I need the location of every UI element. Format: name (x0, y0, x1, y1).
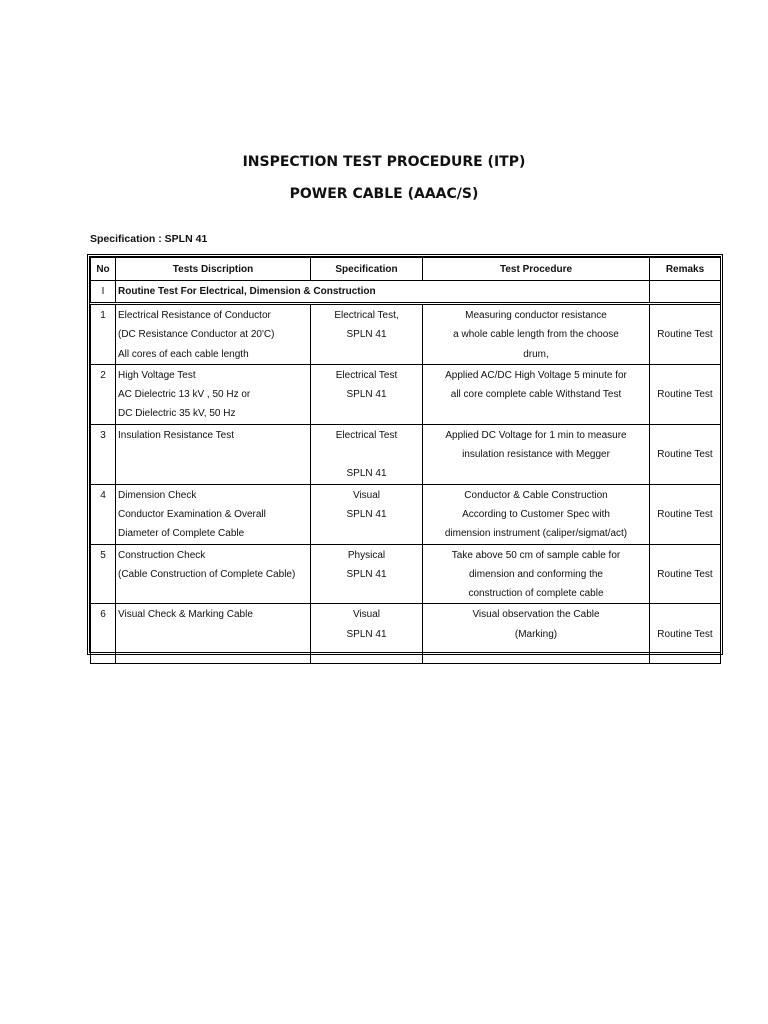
document-title: INSPECTION TEST PROCEDURE (ITP) (242, 154, 526, 170)
procedure-line: (Marking) (514, 628, 558, 640)
itp-table-frame (87, 254, 723, 655)
specification-line: SPLN 41 (346, 628, 387, 640)
procedure-cell (423, 544, 650, 604)
table-row (91, 424, 721, 484)
description-line (116, 445, 310, 464)
column-header-remarks: Remaks (650, 258, 721, 281)
itp-table (90, 257, 721, 664)
procedure-line (423, 464, 649, 483)
specification-line (311, 644, 422, 663)
description-line (116, 644, 310, 663)
specification-line: SPLN 41 (346, 329, 387, 341)
procedure-line: construction of complete cable (468, 588, 604, 600)
procedure-line: a whole cable length from the choose (453, 329, 619, 341)
description-cell (116, 604, 311, 664)
section-title: Routine Test For Electrical, Dimension & Construction (116, 281, 650, 304)
row-number-text: 2 (100, 369, 106, 381)
document-subtitle: POWER CABLE (AAAC/S) (289, 186, 479, 202)
table-row (91, 544, 721, 604)
row-number-text: 4 (100, 489, 106, 501)
row-number (91, 544, 116, 604)
remarks-cell: Routine Test (650, 424, 721, 484)
procedure-line: Applied DC Voltage for 1 min to measure (445, 429, 627, 441)
table-row (91, 484, 721, 544)
specification-line: Electrical Test (335, 369, 398, 381)
description-cell (116, 364, 311, 424)
column-header-specification: Specification (311, 258, 423, 281)
specification-cell (311, 304, 423, 365)
specification-line: Visual (352, 489, 381, 501)
specification-line (311, 404, 422, 423)
specification-line (311, 584, 422, 603)
description-cell (116, 424, 311, 484)
remarks-cell: Routine Test (650, 364, 721, 424)
description-line: High Voltage Test (118, 369, 196, 381)
remarks-cell: Routine Test (650, 604, 721, 664)
row-number-text: 3 (100, 429, 106, 441)
row-number-text: 6 (100, 609, 106, 621)
table-row (91, 364, 721, 424)
row-number (91, 304, 116, 365)
procedure-line: drum, (523, 348, 549, 360)
remarks-cell: Routine Test (650, 484, 721, 544)
procedure-line (423, 644, 649, 663)
specification-line: Electrical Test (335, 429, 398, 441)
specification-line: SPLN 41 (346, 508, 387, 520)
description-line: (DC Resistance Conductor at 20'C) (118, 329, 275, 341)
table-row (91, 304, 721, 365)
specification-cell (311, 484, 423, 544)
section-row (91, 281, 721, 304)
row-number (91, 364, 116, 424)
specification-line: SPLN 41 (346, 468, 387, 480)
procedure-cell (423, 604, 650, 664)
specification-line (311, 524, 422, 543)
specification-line: SPLN 41 (346, 568, 387, 580)
row-number-text: 1 (100, 310, 106, 321)
description-line: Visual Check & Marking Cable (118, 609, 253, 621)
procedure-line: dimension instrument (caliper/sigmat/act) (444, 528, 628, 540)
row-number-text: 5 (100, 549, 106, 561)
description-line: AC Dielectric 13 kV , 50 Hz or (118, 389, 251, 401)
description-line: (Cable Construction of Complete Cable) (118, 568, 296, 580)
procedure-line: all core complete cable Withstand Test (450, 389, 622, 401)
specification-cell (311, 604, 423, 664)
table-row (91, 604, 721, 664)
procedure-line: Measuring conductor resistance (465, 310, 607, 321)
procedure-cell (423, 424, 650, 484)
specification-line: Physical (347, 549, 386, 561)
remarks-cell: Routine Test (650, 544, 721, 604)
procedure-line: Conductor & Cable Construction (464, 489, 608, 501)
table-header-row (91, 258, 721, 281)
row-number (91, 604, 116, 664)
row-number (91, 424, 116, 484)
description-line: Conductor Examination & Overall (118, 508, 266, 520)
column-header-description: Tests Discription (116, 258, 311, 281)
procedure-cell (423, 364, 650, 424)
specification-line (311, 345, 422, 364)
procedure-line: dimension and conforming the (469, 568, 603, 580)
description-line (116, 625, 310, 644)
specification-line: SPLN 41 (346, 389, 387, 401)
description-line: All cores of each cable length (118, 348, 249, 360)
specification-cell (311, 364, 423, 424)
specification-line: Visual (352, 609, 381, 621)
section-remarks-cell (650, 281, 721, 304)
description-cell (116, 304, 311, 365)
description-line (116, 584, 310, 603)
section-number: I (91, 281, 116, 304)
description-line: DC Dielectric 35 kV, 50 Hz (118, 408, 236, 420)
procedure-line: Take above 50 cm of sample cable for (451, 549, 621, 561)
description-line: Electrical Resistance of Conductor (118, 310, 271, 321)
specification-cell (311, 544, 423, 604)
description-cell (116, 544, 311, 604)
description-line: Construction Check (118, 549, 206, 561)
procedure-line: insulation resistance with Megger (462, 449, 610, 461)
procedure-line (423, 404, 649, 423)
procedure-cell (423, 484, 650, 544)
description-cell (116, 484, 311, 544)
specification-line (311, 445, 422, 464)
procedure-line: Applied AC/DC High Voltage 5 minute for (445, 369, 627, 381)
description-line: Dimension Check (118, 489, 197, 501)
procedure-line: Visual observation the Cable (472, 609, 600, 621)
row-number (91, 484, 116, 544)
column-header-no: No (91, 258, 116, 281)
procedure-cell (423, 304, 650, 365)
description-line: Diameter of Complete Cable (118, 528, 245, 540)
specification-line: Specification : SPLN 41 (90, 233, 208, 245)
specification-line: Electrical Test, (334, 310, 399, 321)
specification-cell (311, 424, 423, 484)
procedure-line: According to Customer Spec with (462, 508, 610, 520)
description-line: Insulation Resistance Test (118, 429, 234, 441)
description-line (116, 464, 310, 483)
column-header-procedure: Test Procedure (423, 258, 650, 281)
remarks-cell: Routine Test (650, 304, 721, 365)
